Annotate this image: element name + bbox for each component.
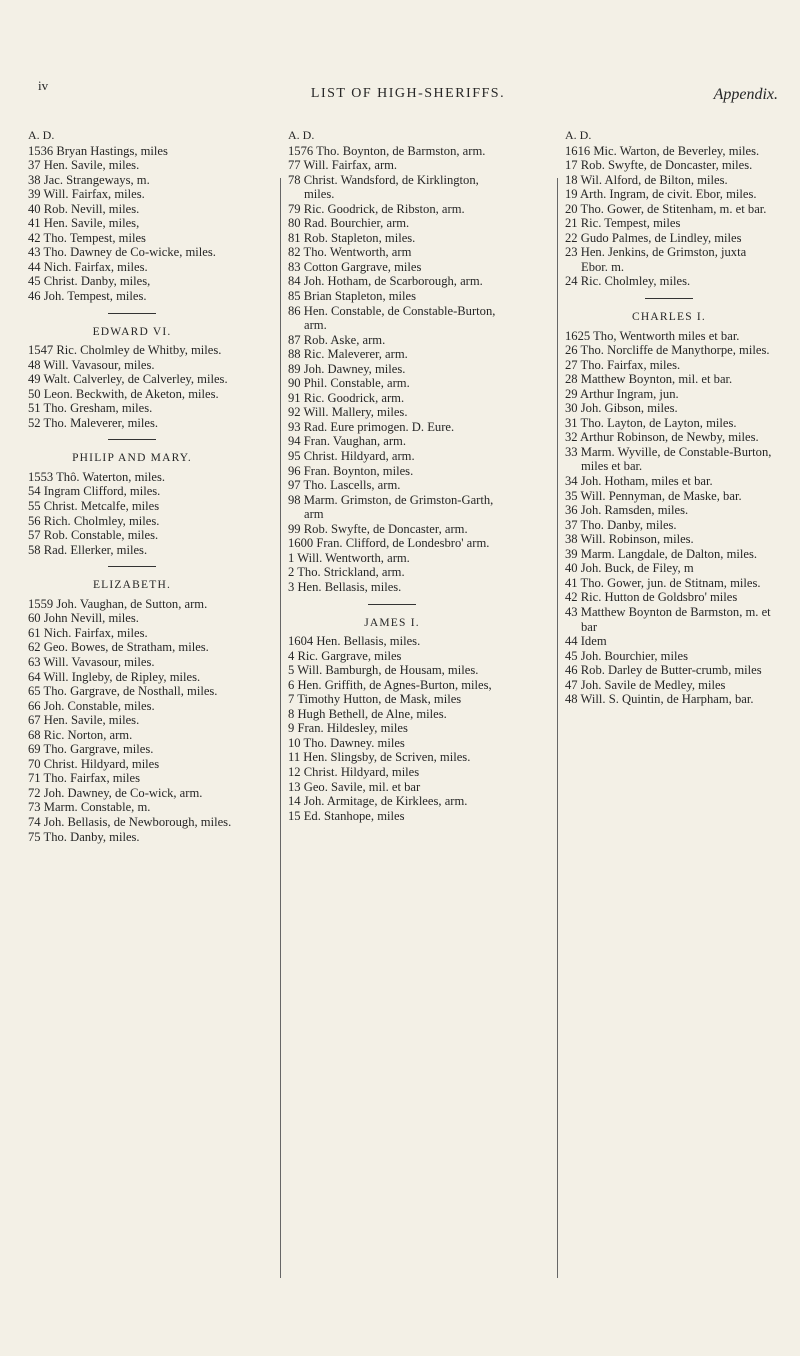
sheriff-entry: 40 Rob. Nevill, miles.: [28, 201, 140, 216]
sheriff-entry: 35 Will. Pennyman, de Maske, bar.: [565, 488, 742, 503]
sheriff-entry: 74 Joh. Bellasis, de Newborough, miles.: [28, 814, 232, 829]
sheriff-entry: 99 Rob. Swyfte, de Doncaster, arm.: [288, 521, 468, 536]
sheriff-entry: 33 Marm. Wyville, de Constable-Burton, miles et bar.: [565, 444, 772, 474]
sheriff-entry: 1576 Tho. Boynton, de Barmston, arm.: [288, 143, 486, 158]
sheriff-entry: 20 Tho. Gower, de Stitenham, m. et bar.: [565, 201, 767, 216]
sheriff-entry: 81 Rob. Stapleton, miles.: [288, 230, 416, 245]
section-separator: [108, 313, 156, 314]
sheriff-entry: 37 Hen. Savile, miles.: [28, 158, 140, 173]
sheriff-entry: 72 Joh. Dawney, de Co-wick, arm.: [28, 785, 203, 800]
sheriff-entry: 44 Nich. Fairfax, miles.: [28, 259, 148, 274]
sheriff-entry: 1616 Mic. Warton, de Beverley, miles.: [565, 143, 760, 158]
sheriff-entry: 85 Brian Stapleton, miles: [288, 289, 417, 304]
sheriff-entry: 45 Christ. Danby, miles,: [28, 274, 151, 289]
sheriff-entry: 39 Marm. Langdale, de Dalton, miles.: [565, 546, 758, 561]
section-title: Appendix.: [713, 86, 778, 103]
sheriff-entry: 7 Timothy Hutton, de Mask, miles: [288, 692, 462, 707]
column-divider: [557, 178, 558, 1278]
sheriff-entry: 6 Hen. Griffith, de Agnes-Burton, miles,: [288, 677, 492, 692]
sheriff-entry: 3 Hen. Bellasis, miles.: [288, 579, 402, 594]
page-mark: iv: [38, 78, 49, 93]
sheriff-entry: 80 Rad. Bourchier, arm.: [288, 216, 410, 231]
sheriff-entry: 70 Christ. Hildyard, miles: [28, 756, 160, 771]
sheriff-entry: 96 Fran. Boynton, miles.: [288, 463, 414, 478]
sheriff-entry: 78 Christ. Wandsford, de Kirklington, miles.: [288, 172, 479, 202]
sheriff-entry: 44 Idem: [565, 634, 607, 649]
sheriff-entry: 1604 Hen. Bellasis, miles.: [288, 634, 421, 649]
sheriff-entry: 91 Ric. Goodrick, arm.: [288, 390, 405, 405]
section-separator: [368, 604, 416, 605]
sheriff-entry: 41 Tho. Gower, jun. de Stitnam, miles.: [565, 575, 761, 590]
sheriff-entry: 88 Ric. Maleverer, arm.: [288, 347, 408, 362]
sheriff-entry: 47 Joh. Savile de Medley, miles: [565, 677, 726, 692]
sheriff-entry: 94 Fran. Vaughan, arm.: [288, 434, 406, 449]
sheriff-entry: 11 Hen. Slingsby, de Scriven, miles.: [288, 750, 471, 765]
sheriff-entry: 24 Ric. Cholmley, miles.: [565, 274, 691, 289]
sheriff-entry: 42 Tho. Tempest, miles: [28, 230, 146, 245]
sheriff-entry: 28 Matthew Boynton, mil. et bar.: [565, 372, 733, 387]
sheriff-entry: 46 Joh. Tempest, miles.: [28, 289, 147, 304]
sheriff-entry: 1600 Fran. Clifford, de Londesbro' arm.: [288, 536, 490, 551]
sheriff-entry: 92 Will. Mallery, miles.: [288, 405, 408, 420]
sheriff-entry: 37 Tho. Danby, miles.: [565, 517, 677, 532]
reign-heading: PHILIP AND MARY.: [72, 452, 192, 465]
sheriff-entry: 60 John Nevill, miles.: [28, 611, 139, 626]
reign-heading: CHARLES I.: [632, 311, 706, 324]
sheriff-entry: 29 Arthur Ingram, jun.: [565, 386, 679, 401]
sheriff-entry: 34 Joh. Hotham, miles et bar.: [565, 474, 713, 489]
sheriff-entry: 38 Will. Robinson, miles.: [565, 532, 694, 547]
sheriff-entry: 41 Hen. Savile, miles,: [28, 216, 140, 231]
column-divider: [280, 178, 281, 1278]
sheriff-entry: 19 Arth. Ingram, de civit. Ebor, miles.: [565, 187, 757, 202]
sheriff-entry: 83 Cotton Gargrave, miles: [288, 259, 422, 274]
sheriff-entry: 9 Fran. Hildesley, miles: [288, 721, 408, 736]
sheriff-entry: 55 Christ. Metcalfe, miles: [28, 499, 160, 514]
sheriff-entry: 68 Ric. Norton, arm.: [28, 727, 133, 742]
sheriff-entry: 66 Joh. Constable, miles.: [28, 698, 155, 713]
sheriff-entry: 31 Tho. Layton, de Layton, miles.: [565, 415, 737, 430]
sheriff-entry: 52 Tho. Maleverer, miles.: [28, 415, 159, 430]
sheriff-entry: 79 Ric. Goodrick, de Ribston, arm.: [288, 201, 465, 216]
sheriff-entry: 61 Nich. Fairfax, miles.: [28, 625, 148, 640]
column-1: [28, 128, 236, 844]
sheriff-entry: 50 Leon. Beckwith, de Aketon, miles.: [28, 386, 219, 401]
sheriff-entry: 67 Hen. Savile, miles.: [28, 713, 140, 728]
sheriff-entry: 73 Marm. Constable, m.: [28, 800, 151, 815]
sheriff-entry: 54 Ingram Clifford, miles.: [28, 484, 161, 499]
sheriff-entry: 56 Rich. Cholmley, miles.: [28, 513, 160, 528]
sheriff-entry: 1559 Joh. Vaughan, de Sutton, arm.: [28, 596, 208, 611]
section-separator: [645, 298, 693, 299]
sheriff-entry: 15 Ed. Stanhope, miles: [288, 808, 405, 823]
column-3: [565, 128, 773, 707]
sheriff-entry: 43 Matthew Boynton de Barmston, m. et bar: [565, 604, 771, 634]
sheriff-entry: 95 Christ. Hildyard, arm.: [288, 449, 415, 464]
sheriff-entry: 75 Tho. Danby, miles.: [28, 829, 140, 844]
sheriff-entry: 84 Joh. Hotham, de Scarborough, arm.: [288, 274, 483, 289]
sheriff-entry: 1536 Bryan Hastings, miles: [28, 143, 168, 158]
sheriff-entry: 36 Joh. Ramsden, miles.: [565, 503, 689, 518]
sheriff-entry: 10 Tho. Dawney. miles: [288, 735, 405, 750]
sheriff-entry: 82 Tho. Wentworth, arm: [288, 245, 412, 260]
sheriff-entry: 98 Marm. Grimston, de Grimston-Garth, arm: [288, 492, 494, 522]
sheriff-entry: 18 Wil. Alford, de Bilton, miles.: [565, 172, 728, 187]
sheriff-entry: 2 Tho. Strickland, arm.: [288, 565, 405, 580]
section-separator: [108, 439, 156, 440]
sheriff-entry: 86 Hen. Constable, de Constable-Burton, arm.: [288, 303, 496, 333]
sheriff-entry: 48 Will. Vavasour, miles.: [28, 357, 155, 372]
sheriff-entry: 42 Ric. Hutton de Goldsbro' miles: [565, 590, 738, 605]
sheriff-entry: 21 Ric. Tempest, miles: [565, 216, 681, 231]
sheriff-entry: 5 Will. Bamburgh, de Housam, miles.: [288, 663, 479, 678]
reign-heading: ELIZABETH.: [92, 579, 172, 592]
sheriff-entry: 32 Arthur Robinson, de Newby, miles.: [565, 430, 759, 445]
sheriff-entry: 77 Will. Fairfax, arm.: [288, 158, 398, 173]
sheriff-entry: 69 Tho. Gargrave, miles.: [28, 742, 154, 757]
sheriff-entry: 30 Joh. Gibson, miles.: [565, 401, 678, 416]
column-2: [288, 128, 496, 823]
sheriff-entry: 17 Rob. Swyfte, de Doncaster, miles.: [565, 158, 753, 173]
sheriff-entry: 62 Geo. Bowes, de Stratham, miles.: [28, 640, 209, 655]
sheriff-entry: 58 Rad. Ellerker, miles.: [28, 542, 148, 557]
sheriff-entry: 57 Rob. Constable, miles.: [28, 528, 159, 543]
sheriff-entry: 22 Gudo Palmes, de Lindley, miles: [565, 230, 742, 245]
section-separator: [108, 566, 156, 567]
sheriff-entry: 87 Rob. Aske, arm.: [288, 332, 386, 347]
sheriff-entry: 64 Will. Ingleby, de Ripley, miles.: [28, 669, 201, 684]
reign-heading: JAMES I.: [364, 616, 420, 629]
sheriff-entry: 97 Tho. Lascells, arm.: [288, 478, 401, 493]
sheriff-entry: 13 Geo. Savile, mil. et bar: [288, 779, 421, 794]
sheriff-entry: 89 Joh. Dawney, miles.: [288, 361, 406, 376]
sheriff-entry: 48 Will. S. Quintin, de Harpham, bar.: [565, 692, 754, 707]
sheriff-entry: 43 Tho. Dawney de Co-wicke, miles.: [28, 245, 216, 260]
sheriff-entry: 26 Tho. Norcliffe de Manythorpe, miles.: [565, 343, 770, 358]
sheriff-entry: 38 Jac. Strangeways, m.: [28, 172, 150, 187]
sheriff-entry: 12 Christ. Hildyard, miles: [288, 764, 420, 779]
sheriff-entry: 1 Will. Wentworth, arm.: [288, 550, 410, 565]
sheriff-entry: 65 Tho. Gargrave, de Nosthall, miles.: [28, 684, 218, 699]
year-column-label: A. D.: [28, 128, 55, 142]
sheriff-entry: 4 Ric. Gargrave, miles: [288, 648, 402, 663]
sheriff-entry: 40 Joh. Buck, de Filey, m: [565, 561, 694, 576]
sheriff-entry: 39 Will. Fairfax, miles.: [28, 187, 145, 202]
sheriff-entry: 51 Tho. Gresham, miles.: [28, 401, 153, 416]
sheriff-entry: 14 Joh. Armitage, de Kirklees, arm.: [288, 794, 468, 809]
year-column-label: A. D.: [565, 128, 592, 142]
year-column-label: A. D.: [288, 128, 315, 142]
sheriff-entry: 46 Rob. Darley de Butter-crumb, miles: [565, 663, 762, 678]
sheriff-entry: 27 Tho. Fairfax, miles.: [565, 357, 681, 372]
sheriff-entry: 1625 Tho, Wentworth miles et bar.: [565, 328, 740, 343]
sheriff-entry: 49 Walt. Calverley, de Calverley, miles.: [28, 372, 228, 387]
sheriff-entry: 45 Joh. Bourchier, miles: [565, 648, 688, 663]
sheriff-entry: 1553 Thô. Waterton, miles.: [28, 469, 166, 484]
running-head: [38, 78, 778, 108]
sheriff-entry: 93 Rad. Eure primogen. D. Eure.: [288, 419, 455, 434]
page-title: LIST OF HIGH-SHERIFFS.: [310, 86, 506, 101]
reign-heading: EDWARD VI.: [92, 325, 172, 338]
sheriff-entry: 23 Hen. Jenkins, de Grimston, juxta Ebor. m.: [565, 245, 747, 274]
sheriff-entry: 90 Phil. Constable, arm.: [288, 376, 410, 391]
sheriff-entry: 8 Hugh Bethell, de Alne, miles.: [288, 706, 447, 721]
sheriff-entry: 1547 Ric. Cholmley de Whitby, miles.: [28, 343, 222, 358]
sheriff-entry: 63 Will. Vavasour, miles.: [28, 654, 155, 669]
sheriff-entry: 71 Tho. Fairfax, miles: [28, 771, 141, 786]
